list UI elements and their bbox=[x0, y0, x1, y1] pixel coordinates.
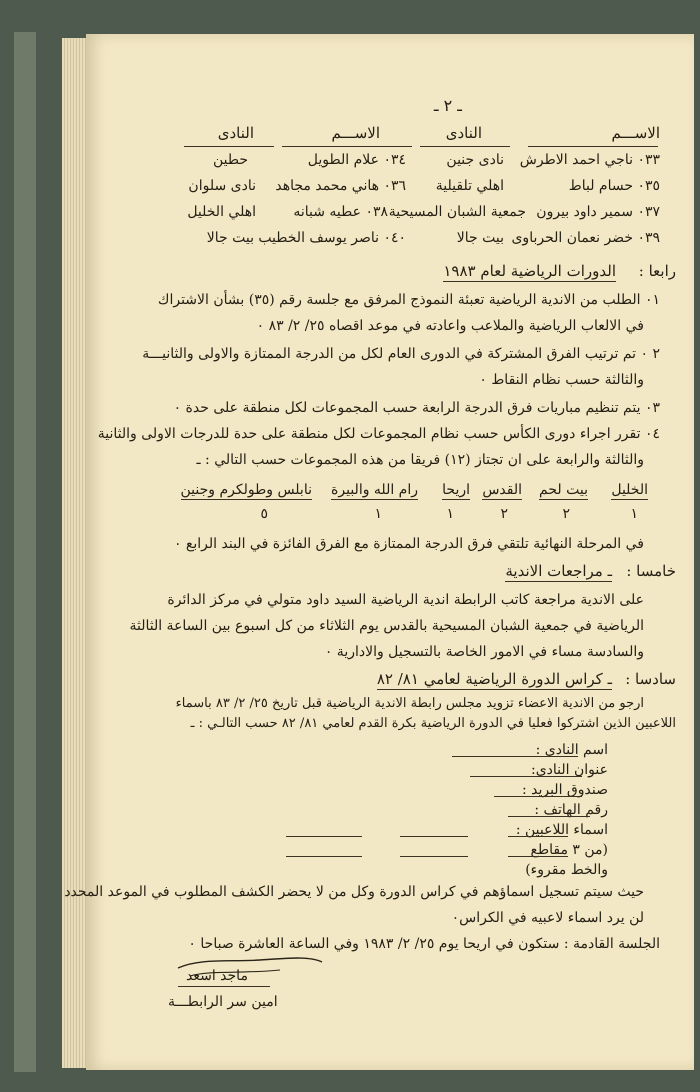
header-club-1: النادى bbox=[445, 124, 482, 142]
form-handwriting-note: والخط مقروء) bbox=[525, 862, 608, 878]
section-4-title: الدورات الرياضية لعام ١٩٨٣ bbox=[443, 262, 616, 280]
group-region: الخليل bbox=[611, 482, 648, 498]
form-phone-line bbox=[508, 816, 590, 817]
header-underline-club-1 bbox=[420, 146, 510, 147]
section-5-line-3: والسادسة مساء في الامور الخاصة بالتسجيل والادارية ٠ bbox=[324, 644, 644, 660]
section-4-item-3: ٠٣ يتم تنظيم مباريات فرق الدرجة الرابعة حسب المجموعات لكل منطقة على حدة ٠ bbox=[173, 400, 660, 416]
section-4-label: رابعا : bbox=[638, 262, 676, 280]
row-name-2: ٠٣٨ عطيه شبانه bbox=[293, 204, 388, 220]
header-underline-name-1 bbox=[528, 146, 658, 147]
row-club-2: حطين bbox=[212, 152, 248, 168]
section-4-final-stage: في المرحلة النهائية تلتقي فرق الدرجة الممتازة مع الفرق الفائزة في البند الرابع ٠ bbox=[173, 536, 644, 552]
section-5-line-2: الرياضية في جمعية الشبان المسيحية بالقدس يوم الثلاثاء من كل اسبوع بين الساعة الثالثة bbox=[129, 618, 644, 634]
group-count: ٢ bbox=[500, 506, 508, 522]
row-club-2: بيت جالا bbox=[206, 230, 254, 246]
signature-line bbox=[178, 986, 270, 987]
form-player-line bbox=[286, 836, 362, 837]
form-players-label: اسماء اللاعبين : bbox=[515, 822, 608, 838]
section-6-title: ـ كراس الدورة الرياضية لعامي ٨١/ ٨٢ bbox=[376, 670, 612, 688]
header-underline-name-2 bbox=[282, 146, 412, 147]
row-club-2: اهلي الخليل bbox=[187, 204, 256, 220]
form-po-box-label: صندوق البريد : bbox=[521, 782, 608, 798]
form-syllables-note: (من ٣ مقاطع bbox=[530, 842, 608, 858]
row-club-1: جمعية الشبان المسيحية bbox=[388, 204, 526, 220]
form-club-address-line bbox=[470, 776, 582, 777]
form-player-line bbox=[508, 836, 568, 837]
row-club-2: نادى سلوان bbox=[188, 178, 256, 194]
form-club-address-label: عنوان النادى: bbox=[531, 762, 608, 778]
section-4-item-2-line-2: والثالثة حسب نظام النقاط ٠ bbox=[479, 372, 644, 388]
group-region: بيت لحم bbox=[539, 482, 588, 498]
form-player-line bbox=[400, 856, 468, 857]
section-6-line-2: اللاعبين الذين اشتركوا فعليا في الدورة الرياضية بكرة القدم لعامي ٨١/ ٨٢ حسب التالـي : ـ bbox=[190, 716, 676, 731]
section-4-item-1-line-2: في الالعاب الرياضية والملاعب واعادته في موعد اقصاه ٢٥/ ٢/ ٨٣ ٠ bbox=[256, 318, 644, 334]
row-name-1: ٠٣٧ سمير داود بيرون bbox=[536, 204, 660, 220]
group-count: ١ bbox=[446, 506, 454, 522]
row-club-1: بيت جالا bbox=[456, 230, 504, 246]
form-player-line bbox=[400, 836, 468, 837]
header-name-2: الاســـم bbox=[331, 124, 380, 142]
section-4-item-4-line-2: والثالثة والرابعة على ان تجتاز (١٢) فريقا من هذه المجموعات حسب التالي : ـ bbox=[196, 452, 644, 468]
form-player-line bbox=[286, 856, 362, 857]
section-5-title: ـ مراجعات الاندية bbox=[505, 562, 612, 580]
group-count: ١ bbox=[374, 506, 382, 522]
row-club-1: اهلي تلقيلية bbox=[435, 178, 504, 194]
signatory-title: امين سر الرابطـــة bbox=[168, 994, 278, 1010]
section-6-line-1: ارجو من الاندية الاعضاء تزويد مجلس رابطة الاندية الرياضية قبل تاريخ ٢٥/ ٢/ ٨٣ باسماء bbox=[175, 696, 644, 711]
group-region: نابلس وطولكرم وجنين bbox=[180, 482, 312, 498]
group-count: ٢ bbox=[562, 506, 570, 522]
section-6-note-line-2: لن يرد اسماء لاعبيه في الكراس٠ bbox=[451, 910, 644, 926]
group-region: رام الله والبيرة bbox=[331, 482, 418, 498]
group-count: ٥ bbox=[260, 506, 268, 522]
section-6-note-line-1: حيث سيتم تسجيل اسماؤهم في كراس الدورة وكل من لا يحضر الكشف المطلوب في الموعد المحدد bbox=[64, 884, 644, 900]
form-club-name-label: اسم النادى : bbox=[535, 742, 608, 758]
row-name-2: ٠٣٦ هاني محمد مجاهد bbox=[275, 178, 406, 194]
group-count: ١ bbox=[630, 506, 638, 522]
header-name-1: الاســـم bbox=[611, 124, 660, 142]
form-player-line bbox=[508, 856, 568, 857]
section-5-label: خامسا : bbox=[626, 562, 676, 580]
signatory-name: ماجد اسعد bbox=[186, 968, 248, 984]
row-name-2: ٠٣٤ علام الطويل bbox=[307, 152, 406, 168]
form-phone-label: رقم الهاتف : bbox=[534, 802, 608, 818]
group-region: اريحا bbox=[442, 482, 470, 498]
row-name-2: ٠٤٠ ناصر يوسف الخطيب bbox=[258, 230, 406, 246]
header-underline-club-2 bbox=[184, 146, 274, 147]
section-4-item-1-line-1: ٠١ الطلب من الاندية الرياضية تعبئة النموذج المرفق مع جلسة رقم (٣٥) بشأن الاشتراك bbox=[157, 292, 660, 308]
row-name-1: ٠٣٩ خضر نعمان الحرباوى bbox=[511, 230, 660, 246]
form-po-box-line bbox=[494, 796, 582, 797]
row-club-1: نادى جنين bbox=[446, 152, 504, 168]
row-name-1: ٠٣٣ ناجي احمد الاطرش bbox=[519, 152, 660, 168]
section-5-line-1: على الاندية مراجعة كاتب الرابطة اندية الرياضية السيد داود متولي في مركز الدائرة bbox=[167, 592, 644, 608]
row-name-1: ٠٣٥ حسام لباط bbox=[568, 178, 660, 194]
group-region: القدس bbox=[482, 482, 522, 498]
header-club-2: النادى bbox=[217, 124, 254, 142]
section-4-item-2-line-1: ٢ ٠ تم ترتيب الفرق المشتركة في الدورى العام لكل من الدرجة الممتازة والاولى والثانيـــة bbox=[142, 346, 660, 362]
section-4-item-4-line-1: ٠٤ تقرر اجراء دورى الكأس حسب نظام المجموعات لكل منطقة على حدة للدرجات الاولى والثانية bbox=[97, 426, 660, 442]
page-number: ـ ٢ ـ bbox=[433, 96, 462, 115]
next-meeting: الجلسة القادمة : ستكون في اريحا يوم ٢٥/ ٢/ ١٩٨٣ وفي الساعة العاشرة صباحا ٠ bbox=[188, 936, 660, 952]
section-6-label: سادسا : bbox=[625, 670, 676, 688]
form-club-name-line bbox=[452, 756, 578, 757]
